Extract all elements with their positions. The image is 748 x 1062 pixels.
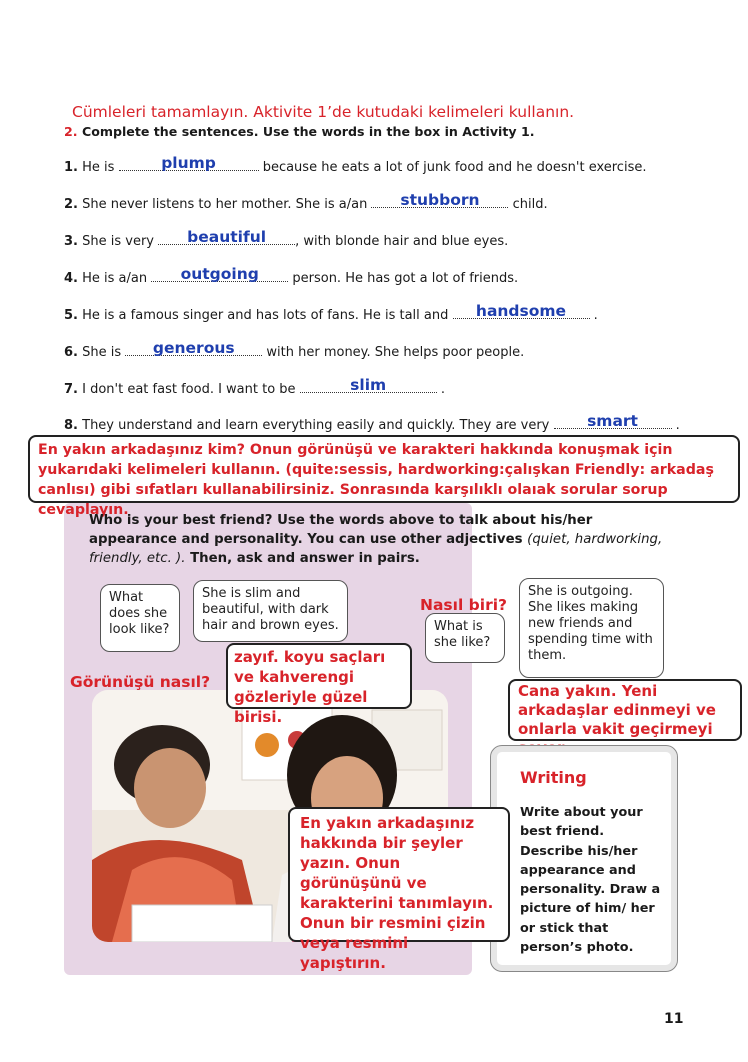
answer-blank[interactable] [371, 191, 508, 209]
page-number: 11 [664, 1011, 684, 1027]
sentence-text: She is [82, 345, 126, 360]
turkish-instruction: Cümleleri tamamlayın. Aktivite 1’de kutudaki kelimeleri kullanın. [72, 103, 575, 121]
intro-italic-text: (quiet, hardworking, friendly, etc. ). [89, 532, 663, 566]
sentence-4 [64, 265, 519, 286]
exercise-heading [64, 124, 535, 139]
turkish-writing-text: En yakın arkadaşınız hakkında bir şeyler yazın. Onun görünüşünü ve karakterini tanımlayın. Onun bir resmini çizin veya resmini yapıştırın. [300, 814, 494, 972]
bubble-text: What is she like? [434, 619, 491, 650]
sentence-text: because he eats a lot of junk food and he doesn't exercise. [258, 160, 647, 175]
sentence-text: I don't eat fast food. I want to be [82, 382, 300, 397]
sentence-text: She is very [82, 234, 159, 249]
answer-blank[interactable] [300, 376, 437, 394]
sentence-number: 4. [64, 271, 78, 286]
sentence-number: 7. [64, 382, 78, 397]
handwritten-answer: slim [350, 376, 387, 394]
speech-bubble-answer-1 [193, 580, 348, 642]
sentence-text: with her money. She helps poor people. [262, 345, 525, 360]
sentence-5 [64, 302, 598, 323]
sentence-text: . [671, 418, 680, 433]
writing-title: Writing [520, 768, 587, 787]
sentence-text: They understand and learn everything easily and quickly. They are very [82, 418, 554, 433]
sentence-3 [64, 228, 509, 249]
answer-blank[interactable] [125, 339, 262, 357]
answer-blank[interactable] [554, 412, 672, 430]
handwritten-answer: plump [161, 154, 216, 172]
speech-bubble-question-1 [100, 584, 180, 652]
sentence-number: 2. [64, 197, 78, 212]
sentence-number: 5. [64, 308, 78, 323]
sentence-text: , with blonde hair and blue eyes. [295, 234, 509, 249]
handwritten-answer: beautiful [187, 228, 267, 246]
sentence-text: He is a famous singer and has lots of fans. He is tall and [82, 308, 453, 323]
sentence-number: 8. [64, 418, 78, 433]
sentence-text: He is [82, 160, 119, 175]
sentence-number: 6. [64, 345, 78, 360]
answer-blank[interactable] [119, 154, 259, 172]
exercise-number: 2. [64, 124, 78, 139]
sentence-text: He is a/an [82, 271, 152, 286]
sentence-text: person. He has got a lot of friends. [288, 271, 519, 286]
turkish-label-answer-2: Cana yakın. Yeni arkadaşlar edinmeyi ve onlarla vakit geçirmeyi [518, 682, 716, 738]
exercise-instruction: Complete the sentences. Use the words in the box in Activity 1. [81, 124, 535, 139]
sentence-text: child. [508, 197, 548, 212]
turkish-label-answer-1: zayıf. koyu saçları ve kahverengi gözleriyle güzel birisi. [234, 648, 386, 726]
sentence-text: She never listens to her mother. She is a/an [82, 197, 372, 212]
bubble-text: What does she look like? [109, 590, 170, 637]
answer-blank[interactable] [151, 265, 288, 283]
turkish-label-answer-1-box [226, 643, 412, 726]
sentence-number: 1. [64, 160, 78, 175]
turkish-label-question-1: Görünüşü nasıl? [70, 673, 211, 691]
handwritten-answer: handsome [475, 302, 567, 320]
sentence-number: 3. [64, 234, 78, 249]
turkish-note-text: En yakın arkadaşınız kim? Onun görünüşü ve karakteri hakkında konuşmak için yukarıdaki kelimeleri kullanın. (quite:sessis, hardworking:çalışkan Friendly: arkadaş canlısı) gibi sıfatları kullanabilirsiniz. Sonrasında karşılıklı olaıak sorular sorup cevaplayın. [38, 442, 714, 518]
speech-bubble-answer-2 [519, 578, 664, 678]
handwritten-answer: outgoing [180, 265, 259, 283]
turkish-label-question-2: Nasıl biri? [420, 596, 508, 614]
bubble-text: She is slim and beautiful, with dark hair and brown eyes. [202, 586, 339, 633]
answer-blank[interactable] [453, 302, 590, 320]
turkish-note-box [28, 435, 740, 518]
turkish-label-answer-2-box [508, 679, 742, 741]
speech-bubble-question-2 [425, 613, 505, 663]
sentence-text: . [589, 308, 598, 323]
sentence-6 [64, 339, 525, 360]
speaking-intro [89, 511, 669, 568]
writing-instructions: Write about your best friend. Describe his/her appearance and personality. Draw a picture of him/ her or stick that person’s photo. [520, 805, 661, 956]
bubble-text: She is outgoing. She likes making new friends and spending time with them. [528, 584, 653, 663]
handwritten-answer: smart [587, 412, 638, 430]
intro-text: Who is your best friend? Use the words above to talk about his/her appearance and personality. You can use other adjectives [89, 513, 593, 547]
sentence-8 [64, 412, 680, 433]
sentence-text: . [436, 382, 445, 397]
sentence-1 [64, 154, 647, 175]
sentence-7 [64, 376, 445, 397]
intro-text: Then, ask and answer in pairs. [185, 551, 420, 566]
handwritten-answer: stubborn [400, 191, 480, 209]
turkish-writing-box [288, 807, 510, 972]
sentence-2 [64, 191, 548, 212]
handwritten-answer: generous [152, 339, 235, 357]
answer-blank[interactable] [158, 228, 295, 246]
